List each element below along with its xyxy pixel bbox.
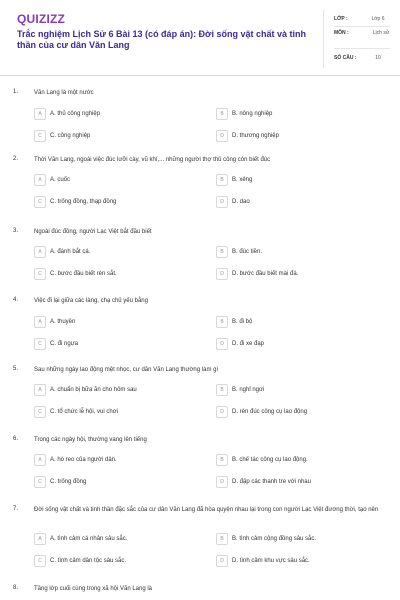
option-text: C. đi ngựa (50, 341, 79, 347)
question-text: Đời sống vật chất và tinh thần đặc sắc của cư dân Văn Lang đã hòa quyện nhau lại trong con người Lạc Việt đương thời, tạo nên (34, 507, 379, 513)
option-letter-box[interactable]: A (34, 108, 46, 120)
option-letter-box[interactable]: C (34, 406, 46, 418)
option-text: B. tình cảm cộng đồng sâu sắc. (232, 536, 317, 542)
option-text: C. trống đồng (50, 479, 87, 485)
question-number: 8. (13, 585, 19, 591)
answer-option-b[interactable] (216, 108, 386, 122)
option-text: D. đập các thanh tre với nhau (232, 479, 311, 485)
quizizz-logo[interactable]: QUIZIZZ (17, 12, 66, 26)
question-number: 1. (13, 89, 19, 95)
option-text: A. hò reo của người dân. (50, 457, 117, 463)
question-number: 4. (13, 297, 19, 303)
answer-option-d[interactable] (216, 338, 386, 352)
option-text: D. bước đầu biết mài đá. (232, 271, 299, 277)
divider (334, 48, 390, 49)
question-text: Thời Văn Lang, ngoài việc đúc lưỡi cày, vũ khí,... những người thợ thủ công còn biết đúc (34, 157, 271, 163)
option-letter-box[interactable]: A (34, 174, 46, 186)
answer-option-a[interactable] (34, 533, 204, 547)
answer-option-d[interactable] (216, 130, 386, 144)
answer-option-b[interactable] (216, 384, 386, 398)
option-text: A. thủ công nghiệp (50, 111, 101, 117)
option-text: C. tình cảm dân tộc sâu sắc. (50, 558, 127, 564)
option-letter-box[interactable]: C (34, 268, 46, 280)
answer-option-b[interactable] (216, 246, 386, 260)
question-number: 5. (13, 366, 19, 372)
answer-option-a[interactable] (34, 246, 204, 260)
answer-option-a[interactable] (34, 174, 204, 188)
question-number: 6. (13, 436, 19, 442)
answer-option-c[interactable] (34, 476, 204, 490)
answer-option-c[interactable] (34, 406, 204, 420)
answer-option-d[interactable] (216, 555, 386, 569)
option-letter-box[interactable]: D (216, 338, 228, 350)
answer-option-d[interactable] (216, 196, 386, 210)
answer-option-c[interactable] (34, 268, 204, 282)
option-text: A. chuẩn bị bữa ăn cho hôm sau (50, 387, 137, 393)
option-letter-box[interactable]: B (216, 384, 228, 396)
option-text: C. trống đồng, thạp đồng (50, 199, 117, 205)
option-letter-box[interactable]: B (216, 316, 228, 328)
option-letter-box[interactable]: B (216, 533, 228, 545)
info-value: Lịch sử (372, 30, 390, 36)
option-text: B. chế tác công cụ lao động. (232, 457, 308, 463)
answer-option-b[interactable] (216, 454, 386, 468)
option-text: D. dao (232, 199, 250, 205)
option-letter-box[interactable]: D (216, 130, 228, 142)
option-text: A. đánh bắt cá. (50, 249, 91, 255)
option-letter-box[interactable]: D (216, 268, 228, 280)
answer-option-c[interactable] (34, 196, 204, 210)
answer-option-b[interactable] (216, 533, 386, 547)
question-number: 2. (13, 156, 19, 162)
option-text: B. xẻng (232, 177, 253, 183)
answer-option-a[interactable] (34, 316, 204, 330)
info-value: Lớp 6 (371, 16, 385, 22)
option-text: C. công nghiệp (50, 133, 91, 139)
answer-option-b[interactable] (216, 316, 386, 330)
answer-option-a[interactable] (34, 384, 204, 398)
answer-option-c[interactable] (34, 555, 204, 569)
option-text: C. bước đầu biết rèn sắt. (50, 271, 117, 277)
option-text: C. tổ chức lễ hội, vui chơi (50, 409, 118, 415)
info-value: 10 (375, 55, 381, 61)
option-text: B. nghỉ ngơi (232, 387, 265, 393)
answer-option-a[interactable] (34, 454, 204, 468)
question-text: Sau những ngày lao động mệt nhọc, cư dân Văn Lang thường làm gì (34, 367, 219, 373)
option-letter-box[interactable]: C (34, 476, 46, 488)
answer-option-d[interactable] (216, 406, 386, 420)
option-letter-box[interactable]: D (216, 476, 228, 488)
option-letter-box[interactable]: A (34, 533, 46, 545)
info-label: MÔN : (334, 30, 349, 36)
question-text: Văn Lang là một nước (34, 90, 94, 96)
info-label: SỐ CÂU : (334, 55, 357, 61)
answer-option-c[interactable] (34, 130, 204, 144)
option-letter-box[interactable]: B (216, 454, 228, 466)
question-number: 3. (13, 228, 19, 234)
answer-option-c[interactable] (34, 338, 204, 352)
option-letter-box[interactable]: A (34, 454, 46, 466)
option-text: B. đúc tiền. (232, 249, 263, 255)
option-letter-box[interactable]: A (34, 384, 46, 396)
option-text: B. đi bộ (232, 319, 253, 325)
option-letter-box[interactable]: C (34, 338, 46, 350)
question-number: 7. (13, 506, 19, 512)
page-title: Trắc nghiệm Lịch Sử 6 Bài 13 (có đáp án): Đời sống vật chất và tinh thần của cư dân Văn Lang (17, 29, 306, 50)
option-text: A. tình cảm cá nhân sâu sắc. (50, 536, 128, 542)
option-letter-box[interactable]: A (34, 316, 46, 328)
option-text: D. thương nghiệp (232, 133, 279, 139)
option-text: D. tình cảm khu vực sâu sắc. (232, 558, 310, 564)
option-letter-box[interactable]: C (34, 130, 46, 142)
option-letter-box[interactable]: B (216, 174, 228, 186)
option-letter-box[interactable]: D (216, 555, 228, 567)
answer-option-b[interactable] (216, 174, 386, 188)
question-text: Ngoài đúc đồng, người Lạc Việt bắt đầu biết (34, 229, 152, 235)
option-letter-box[interactable]: A (34, 246, 46, 258)
option-letter-box[interactable]: D (216, 196, 228, 208)
option-text: A. thuyền (50, 319, 76, 325)
option-text: B. nông nghiệp (232, 111, 273, 117)
question-text: Tầng lớp cuối cùng trong xã hội Văn Lang là (34, 586, 153, 592)
option-text: A. cuốc (50, 177, 71, 183)
info-label: LỚP : (334, 16, 348, 22)
option-letter-box[interactable]: C (34, 555, 46, 567)
option-letter-box[interactable]: C (34, 196, 46, 208)
option-letter-box[interactable]: B (216, 108, 228, 120)
answer-option-a[interactable] (34, 108, 204, 122)
option-text: D. rèn đúc công cụ lao động (232, 409, 308, 415)
answer-option-d[interactable] (216, 476, 386, 490)
option-letter-box[interactable]: D (216, 406, 228, 418)
worksheet-header (0, 0, 400, 76)
question-text: Việc đi lại giữa các làng, chạ chủ yếu bằng (34, 298, 148, 304)
option-letter-box[interactable]: B (216, 246, 228, 258)
info-panel (323, 10, 395, 68)
question-text: Trong các ngày hội, thường vang lên tiếng (34, 437, 147, 443)
answer-option-d[interactable] (216, 268, 386, 282)
option-text: D. đi xe đạp (232, 341, 265, 347)
divider (334, 26, 390, 27)
